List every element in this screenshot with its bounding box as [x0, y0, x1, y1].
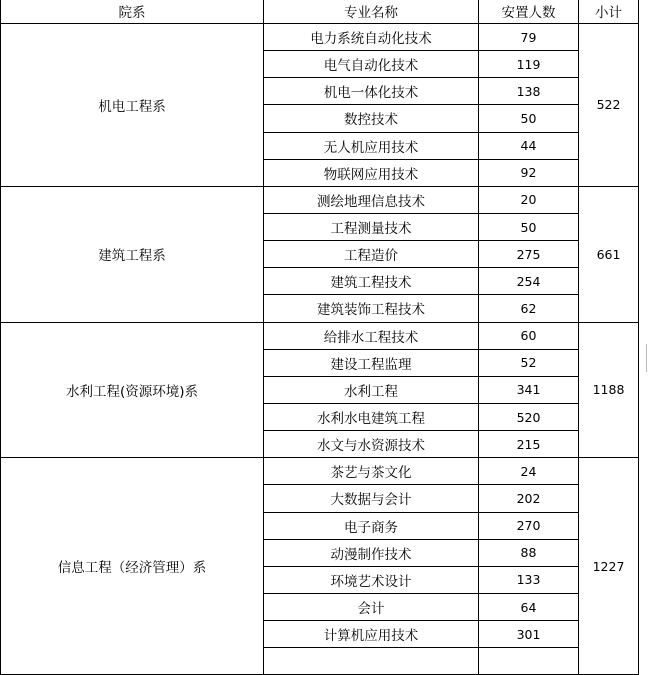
major-cell[interactable]: 数控技术	[264, 105, 479, 132]
count-cell[interactable]: 79	[479, 24, 579, 51]
major-cell[interactable]: 电气自动化技术	[264, 51, 479, 78]
major-cell[interactable]: 测绘地理信息技术	[264, 186, 479, 213]
count-cell[interactable]: 119	[479, 51, 579, 78]
header-department: 院系	[1, 0, 264, 24]
major-cell[interactable]: 电子商务	[264, 512, 479, 539]
major-cell[interactable]: 建筑装饰工程技术	[264, 295, 479, 322]
count-cell[interactable]: 341	[479, 376, 579, 403]
major-cell[interactable]: 计算机应用技术	[264, 621, 479, 648]
department-cell[interactable]: 机电工程系	[1, 24, 264, 187]
table-row	[1, 24, 639, 51]
count-cell[interactable]: 202	[479, 485, 579, 512]
count-cell[interactable]: 60	[479, 322, 579, 349]
header-subtotal: 小计	[579, 0, 639, 24]
major-cell[interactable]: 工程造价	[264, 241, 479, 268]
table-body	[1, 24, 639, 675]
major-cell[interactable]: 茶艺与茶文化	[264, 458, 479, 485]
major-cell[interactable]: 水利水电建筑工程	[264, 403, 479, 430]
major-cell[interactable]: 建设工程监理	[264, 349, 479, 376]
major-cell[interactable]: 动漫制作技术	[264, 539, 479, 566]
major-cell[interactable]: 电力系统自动化技术	[264, 24, 479, 51]
subtotal-cell[interactable]: 1188	[579, 322, 639, 458]
major-cell[interactable]: 建筑工程技术	[264, 268, 479, 295]
header-major: 专业名称	[264, 0, 479, 24]
major-cell[interactable]: 水文与水资源技术	[264, 431, 479, 458]
department-cell[interactable]: 水利工程(资源环境)系	[1, 322, 264, 458]
count-cell[interactable]: 92	[479, 159, 579, 186]
major-cell[interactable]: 大数据与会计	[264, 485, 479, 512]
subtotal-cell[interactable]: 522	[579, 24, 639, 187]
count-cell[interactable]: 50	[479, 213, 579, 240]
count-cell[interactable]: 20	[479, 186, 579, 213]
department-cell[interactable]: 建筑工程系	[1, 186, 264, 322]
count-cell[interactable]: 270	[479, 512, 579, 539]
count-cell[interactable]: 50	[479, 105, 579, 132]
count-cell[interactable]: 88	[479, 539, 579, 566]
major-cell[interactable]: 机电一体化技术	[264, 78, 479, 105]
count-cell[interactable]: 52	[479, 349, 579, 376]
major-cell[interactable]: 给排水工程技术	[264, 322, 479, 349]
count-cell[interactable]: 64	[479, 593, 579, 620]
subtotal-cell[interactable]: 661	[579, 186, 639, 322]
count-cell[interactable]: 254	[479, 268, 579, 295]
window-edge-marker	[646, 344, 652, 372]
major-cell[interactable]: 无人机应用技术	[264, 132, 479, 159]
count-cell[interactable]: 520	[479, 403, 579, 430]
count-cell[interactable]: 301	[479, 621, 579, 648]
count-cell[interactable]: 44	[479, 132, 579, 159]
header-row	[1, 0, 639, 24]
major-cell[interactable]: 物联网应用技术	[264, 159, 479, 186]
table-row	[1, 322, 639, 349]
major-cell[interactable]: 工程测量技术	[264, 213, 479, 240]
count-cell[interactable]: 133	[479, 566, 579, 593]
count-cell[interactable]: 275	[479, 241, 579, 268]
header-count: 安置人数	[479, 0, 579, 24]
table-row	[1, 458, 639, 485]
department-cell[interactable]: 信息工程（经济管理）系	[1, 458, 264, 675]
table-row	[1, 186, 639, 213]
major-cell[interactable]: 会计	[264, 593, 479, 620]
subtotal-cell[interactable]: 1227	[579, 458, 639, 675]
major-cell[interactable]: 水利工程	[264, 376, 479, 403]
major-cell[interactable]: 环境艺术设计	[264, 566, 479, 593]
count-cell[interactable]: 24	[479, 458, 579, 485]
count-cell[interactable]: 62	[479, 295, 579, 322]
count-cell[interactable]: 138	[479, 78, 579, 105]
count-cell[interactable]: 215	[479, 431, 579, 458]
